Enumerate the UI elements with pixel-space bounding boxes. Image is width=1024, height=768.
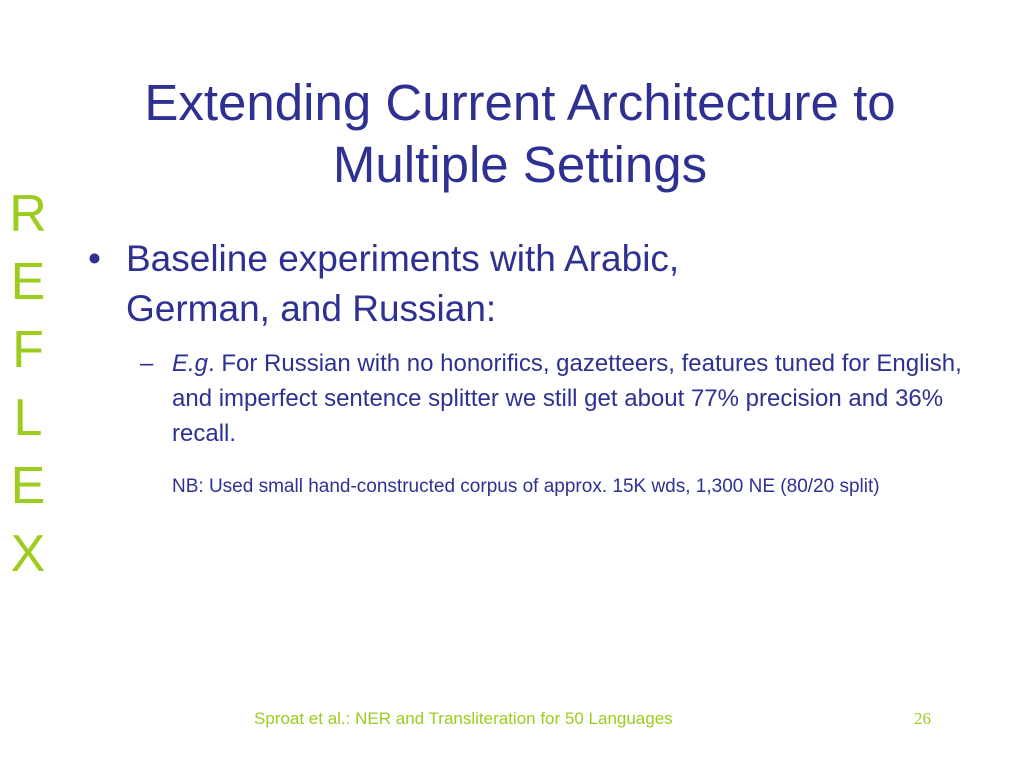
bullet-text-line: Baseline experiments with Arabic, [126,238,680,279]
footer-citation [254,707,673,731]
slide-content [88,234,968,501]
side-letter: E [10,457,46,515]
slide-title [70,72,970,196]
title-line: Multiple Settings [332,136,708,193]
page-number: 26 [914,709,931,728]
side-letter: X [10,525,46,583]
eg-text: E.g [172,350,209,377]
note-text: NB: Used small hand-constructed corpus of approx. 15K wds, 1,300 NE (80/20 split) [172,476,880,497]
footer-author: Sproat et [254,709,323,728]
bullet-text: . For Russian with no honorifics, gazetteers, features tuned for English, and imperfect sentence splitter we still get about 77% precision and 36% recall. [172,350,962,447]
bullet-level-2 [140,346,968,451]
bullet-italic-text [172,350,208,377]
bullet-marker: • [88,238,101,279]
footer-title: .: NER and Transliteration for 50 Languages [340,709,673,728]
side-letter: L [13,389,43,447]
side-letter: F [12,321,44,379]
side-letter: R [9,185,47,243]
bullet-text-line: German, and Russian: [126,288,497,329]
title-line: Extending Current Architecture to [144,74,896,131]
footer-al: al [323,709,341,728]
bullet-level-1 [88,234,968,334]
side-letter: E [10,253,46,311]
side-letters-reflex [8,180,48,588]
bullet-marker: – [140,350,154,377]
